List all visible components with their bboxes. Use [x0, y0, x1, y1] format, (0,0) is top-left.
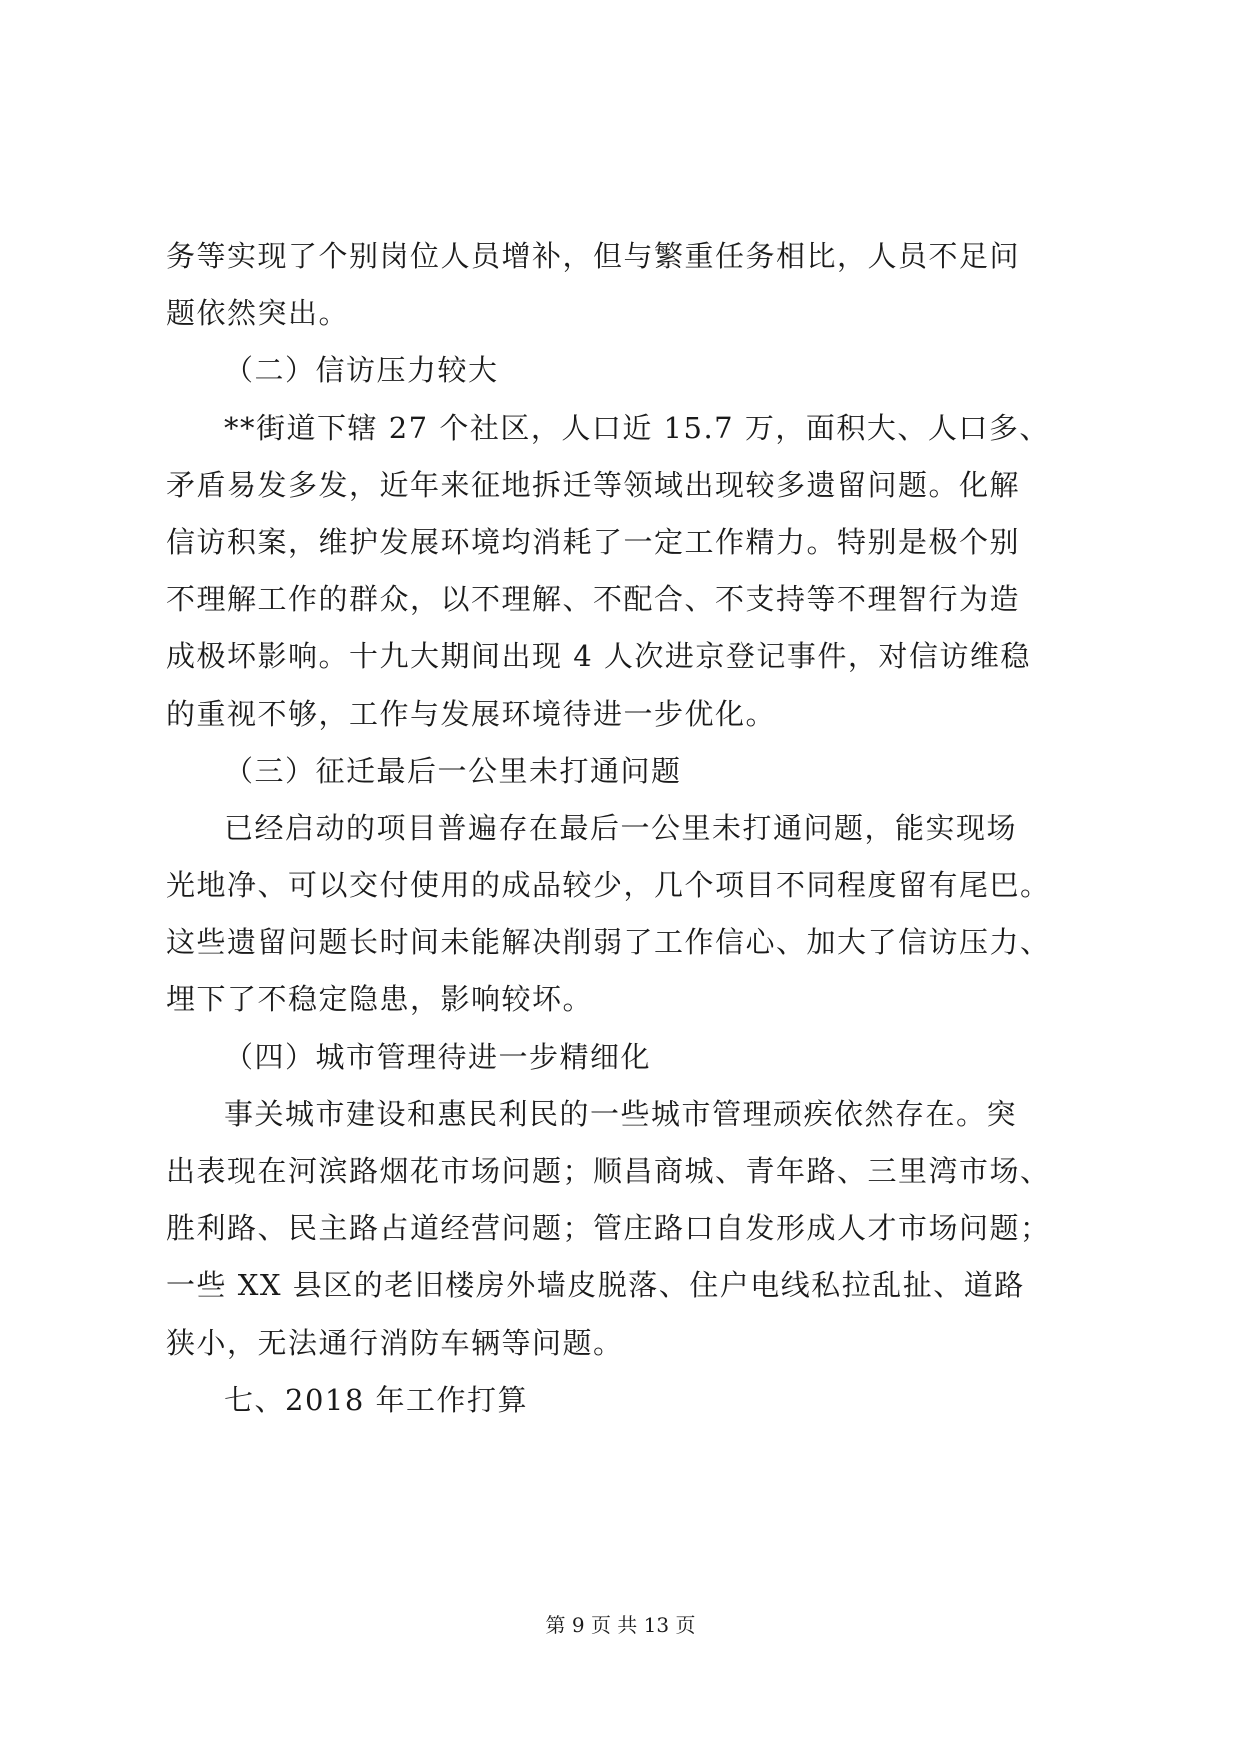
paragraph-line: 埋下了不稳定隐患，影响较坏。	[166, 982, 594, 1017]
paragraph-line: 事关城市建设和惠民利民的一些城市管理顽疾依然存在。突	[224, 1096, 1018, 1131]
paragraph-line: 成极坏影响。十九大期间出现 4 人次进京登记事件，对信访维稳	[166, 639, 1031, 674]
paragraph-line: 胜利路、民主路占道经营问题；管庄路口自发形成人才市场问题；	[166, 1211, 1051, 1246]
section-heading-3: （三）征迁最后一公里未打通问题	[224, 753, 682, 788]
page-footer: 第 9 页 共 13 页	[545, 1613, 696, 1637]
paragraph-line: 出表现在河滨路烟花市场问题；顺昌商城、青年路、三里湾市场、	[166, 1154, 1051, 1188]
paragraph-line: 题依然突出。	[166, 296, 350, 331]
paragraph-line: **街道下辖 27 个社区，人口近 15.7 万，面积大、人口多、	[224, 410, 1050, 445]
section-heading-2: （二）信访压力较大	[224, 353, 499, 388]
paragraph-line: 一些 XX 县区的老旧楼房外墙皮脱落、住户电线私拉乱扯、道路	[166, 1268, 1025, 1303]
paragraph-line: 的重视不够，工作与发展环境待进一步优化。	[166, 696, 777, 731]
paragraph-line: 这些遗留问题长时间未能解决削弱了工作信心、加大了信访压力、	[166, 925, 1051, 960]
paragraph-line: 光地净、可以交付使用的成品较少，几个项目不同程度留有尾巴。	[166, 868, 1051, 903]
paragraph-line: 务等实现了个别岗位人员增补，但与繁重任务相比，人员不足问	[166, 239, 1021, 273]
paragraph-line: 狭小，无法通行消防车辆等问题。	[166, 1325, 624, 1360]
paragraph-line: 信访积案，维护发展环境均消耗了一定工作精力。特别是极个别	[166, 524, 1021, 559]
paragraph-line: 不理解工作的群众，以不理解、不配合、不支持等不理智行为造	[166, 582, 1021, 617]
section-heading-4: （四）城市管理待进一步精细化	[224, 1039, 652, 1074]
paragraph-line: 矛盾易发多发，近年来征地拆迁等领域出现较多遗留问题。化解	[166, 467, 1021, 502]
document-body	[166, 228, 1076, 1429]
section-heading-7: 七、2018 年工作打算	[224, 1382, 529, 1417]
paragraph-line: 已经启动的项目普遍存在最后一公里未打通问题，能实现场	[224, 810, 1018, 845]
